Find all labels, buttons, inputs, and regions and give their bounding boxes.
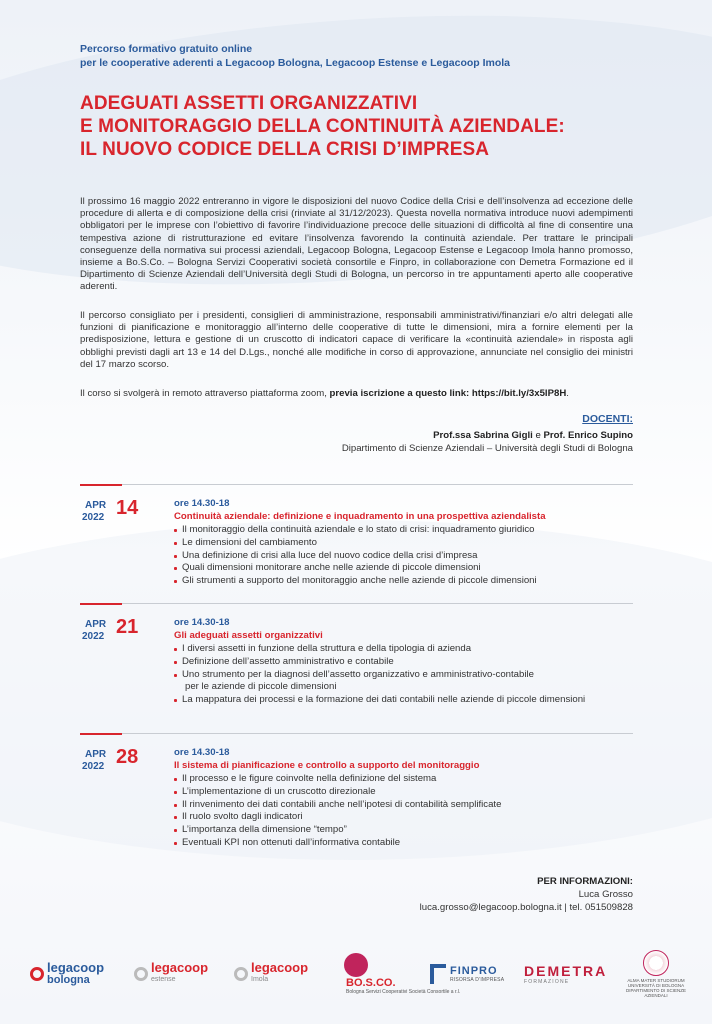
docente-1: Prof.ssa Sabrina Gigli: [433, 430, 533, 441]
legacoop-mark-icon: [234, 967, 248, 981]
list-item: Le dimensioni del cambiamento: [174, 537, 537, 550]
session-day: 14: [116, 497, 139, 519]
logo-legacoop-estense: legacoop estense: [134, 948, 208, 1000]
list-item: Gli strumenti a supporto del monitoraggio anche nelle aziende di piccole dimensioni: [174, 575, 537, 588]
intro-line-2: per le cooperative aderenti a Legacoop Bologna, Legacoop Estense e Legacoop Imola: [80, 57, 511, 69]
list-item: Quali dimensioni monitorare anche nelle aziende di piccole dimensioni: [174, 562, 537, 575]
list-item: L’implementazione di un cruscotto direzionale: [174, 786, 501, 799]
docenti-department: Dipartimento di Scienze Aziendali – Università degli Studi di Bologna: [341, 443, 633, 454]
list-item: Uno strumento per la diagnosi dell’assetto organizzativo e amministrativo-contabile: [174, 669, 585, 682]
registration-text: Il corso si svolgerà in remoto attraverso piattaforma zoom,: [80, 388, 330, 399]
university-seal-icon: [643, 950, 669, 976]
list-item: I diversi assetti in funzione della struttura e della tipologia di azienda: [174, 643, 585, 656]
docenti-block: [342, 413, 633, 455]
info-name: Luca Grosso: [578, 888, 633, 900]
bosco-mark-icon: [344, 953, 368, 977]
info-contact[interactable]: luca.grosso@legacoop.bologna.it | tel. 051509828: [419, 901, 633, 913]
info-label: PER INFORMAZIONI:: [537, 876, 633, 887]
session-accent-rule: [80, 603, 122, 605]
title-line-2: E MONITORAGGIO DELLA CONTINUITÀ AZIENDALE:: [80, 116, 565, 137]
list-item: Il ruolo svolto dagli indicatori: [174, 811, 501, 824]
session-topics-list: [174, 524, 537, 588]
list-item: Il processo e le figure coinvolte nella definizione del sistema: [174, 773, 501, 786]
session-time: ore 14.30-18: [174, 498, 230, 509]
logo-unibo: ALMA MATER STUDIORUM UNIVERSITÀ DI BOLOGNA DIPARTIMENTO DI SCIENZE AZIENDALI: [626, 948, 686, 1000]
title-line-3: IL NUOVO CODICE DELLA CRISI D’IMPRESA: [80, 139, 490, 160]
session-accent-rule: [80, 484, 122, 486]
logo-legacoop-bologna: legacoop bologna: [30, 948, 104, 1000]
logo-demetra: DEMETRA FORMAZIONE: [524, 963, 608, 985]
session-month: APR: [85, 500, 107, 511]
docenti-conj: e: [532, 430, 544, 441]
session-topics-list: [174, 643, 585, 707]
session-year: 2022: [82, 631, 105, 642]
page-title: [80, 92, 650, 161]
paragraph-audience: Il percorso consigliato per i presidenti, consiglieri di amministrazione, responsabili amministrativi/finanziari e/o altri delegati alle funzioni di pianificazione e monitoraggio all’interno delle cooperative di tutte le dimensioni, mira a fornire elementi per la predisposizione, lettura e gestione di un cruscotto di indicatori capace di verificare la «continuità aziendale» in risposta agli obblighi previsti dagli art 13 e 14 del D.Lgs., nonché alle modifiche in corso di approvazione, annunciate nel consiglio dei ministri del 17 marzo scorso.: [80, 310, 633, 370]
finpro-mark-icon: [430, 964, 446, 984]
session-accent-rule: [80, 733, 122, 735]
session-day: 21: [116, 616, 139, 638]
list-item: Il rinvenimento dei dati contabili anche nell’ipotesi di contabilità semplificate: [174, 799, 501, 812]
intro-header: [80, 42, 510, 70]
logo-finpro: FINPRO RISORSA D’IMPRESA: [430, 948, 504, 1000]
list-item-continuation: per le aziende di piccole dimensioni: [185, 681, 337, 693]
session-time: ore 14.30-18: [174, 617, 230, 628]
title-line-1: ADEGUATI ASSETTI ORGANIZZATIVI: [80, 93, 418, 114]
session-topic: Il sistema di pianificazione e controllo a supporto del monitoraggio: [174, 760, 480, 771]
info-block: [420, 876, 633, 914]
partner-logos: [30, 948, 690, 1008]
session-topic: Gli adeguati assetti organizzativi: [174, 630, 323, 641]
list-item: Eventuali KPI non ottenuti dall’informativa contabile: [174, 837, 501, 850]
session-time: ore 14.30-18: [174, 747, 230, 758]
session-month: APR: [85, 619, 107, 630]
paragraph-registration: [80, 388, 633, 400]
docente-2: Prof. Enrico Supino: [543, 430, 633, 441]
session-year: 2022: [82, 512, 105, 523]
session-topic: Continuità aziendale: definizione e inquadramento in una prospettiva aziendalista: [174, 511, 546, 522]
session-month: APR: [85, 749, 107, 760]
list-item: Il monitoraggio della continuità aziendale e lo stato di crisi: inquadramento giuridico: [174, 524, 537, 537]
registration-link[interactable]: previa iscrizione a questo link: https://bit.ly/3x5lP8H: [329, 388, 567, 399]
session-day: 28: [116, 746, 139, 768]
session-divider: [80, 484, 633, 485]
list-item: Una definizione di crisi alla luce del nuovo codice della crisi d’impresa: [174, 550, 537, 563]
legacoop-mark-icon: [30, 967, 44, 981]
session-divider: [80, 733, 633, 734]
logo-bosco: BO.S.CO. Bologna Servizi Cooperativi Società Consortile a r.l.: [344, 948, 460, 1000]
logo-legacoop-imola: legacoop Imola: [234, 948, 308, 1000]
list-item: Definizione dell’assetto amministrativo e contabile: [174, 656, 585, 669]
list-item: L’importanza della dimensione “tempo”: [174, 824, 501, 837]
paragraph-intro: Il prossimo 16 maggio 2022 entreranno in vigore le disposizioni del nuovo Codice della Crisi e dell’insolvenza ad eccezione delle procedure di allerta e di composizione della crisi (rinviate al 31/12/2023). Questa novella normativa introduce nuovi adempimenti obbligatori per le imprese con l’obiettivo di favorire l’individuazione precoce delle situazioni di difficoltà al fine di consentire una tempestiva azione di ristrutturazione ed evitare l’insolvenza favorendo la continuità aziendale. Per trattare le principali conseguenze della normativa sui processi aziendali, Legacoop Bologna, Legacoop Estense e Legacoop Imola hanno promosso, insieme a Bo.S.Co. – Bologna Servizi Cooperativi società consortile e Finpro, in collaborazione con Demetra Formazione ed il Dipartimento di Scienze Aziendali dell’Università degli Studi di Bologna, un percorso in tre appuntamenti aperto alle cooperative aderenti.: [80, 196, 633, 293]
list-item: La mappatura dei processi e la formazione dei dati contabili nelle aziende di piccole dimensioni: [174, 694, 585, 707]
registration-end: .: [566, 388, 569, 399]
intro-line-1: Percorso formativo gratuito online: [80, 43, 253, 55]
session-year: 2022: [82, 761, 105, 772]
legacoop-mark-icon: [134, 967, 148, 981]
session-topics-list: [174, 773, 501, 850]
session-divider: [80, 603, 633, 604]
docenti-names: [342, 429, 633, 442]
docenti-label: DOCENTI:: [582, 413, 633, 425]
